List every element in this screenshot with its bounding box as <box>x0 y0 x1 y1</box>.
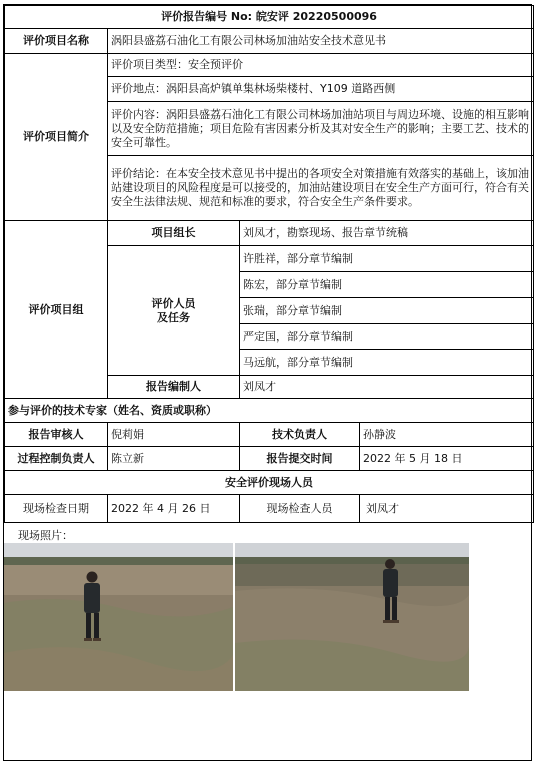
process-control-label: 过程控制负责人 <box>5 447 108 471</box>
evaluation-report-form <box>3 4 532 761</box>
site-photo-2 <box>235 543 469 691</box>
project-name-label: 评价项目名称 <box>5 29 108 54</box>
team-leader: 刘凤才，勘察现场、报告章节统稿 <box>240 221 534 246</box>
project-conclusion: 评价结论：在本安全技术意见书中提出的各项安全对策措施有效落实的基础上，该加油站建设项目的风险程度是可以接受的，加油站建设项目在安全生产方面可行，符合有关安全生法律法规、规范和标准的要求，符合安全生产条件要求。 <box>108 156 534 221</box>
team-leader-label: 项目组长 <box>108 221 240 246</box>
team-members-label-line1: 评价人员 <box>151 296 196 310</box>
team-member: 张瑞，部分章节编制 <box>240 298 534 324</box>
site-section-label: 安全评价现场人员 <box>5 471 534 495</box>
team-member: 严定国，部分章节编制 <box>240 324 534 350</box>
submit-time: 2022 年 5 月 18 日 <box>360 447 534 471</box>
reviewer-label: 报告审核人 <box>5 423 108 447</box>
team-member: 陈宏，部分章节编制 <box>240 272 534 298</box>
report-writer-label: 报告编制人 <box>108 376 240 399</box>
site-photo-1 <box>4 543 233 691</box>
submit-time-label: 报告提交时间 <box>240 447 360 471</box>
site-photos-label: 现场照片： <box>18 529 73 542</box>
team-members-label <box>108 246 240 376</box>
site-date-label: 现场检查日期 <box>5 495 108 523</box>
reviewer: 倪莉娟 <box>108 423 240 447</box>
report-table <box>4 5 534 523</box>
team-label: 评价项目组 <box>5 221 108 399</box>
site-photos-section <box>4 523 531 737</box>
report-number: 评价报告编号 No: 皖安评 20220500096 <box>5 6 534 29</box>
report-writer: 刘凤才 <box>240 376 534 399</box>
process-control: 陈立新 <box>108 447 240 471</box>
tech-lead-label: 技术负责人 <box>240 423 360 447</box>
project-intro-label: 评价项目简介 <box>5 54 108 221</box>
tech-lead: 孙静波 <box>360 423 534 447</box>
project-type: 评价项目类型：安全预评价 <box>108 54 534 77</box>
site-date: 2022 年 4 月 26 日 <box>108 495 240 523</box>
site-inspector: 刘凤才 <box>360 495 534 523</box>
project-location: 评价地点：涡阳县高炉镇单集林场柴楼村、Y109 道路西侧 <box>108 77 534 102</box>
team-member: 许胜祥，部分章节编制 <box>240 246 534 272</box>
experts-label: 参与评价的技术专家（姓名、资质或职称） <box>5 399 534 423</box>
site-inspector-label: 现场检查人员 <box>240 495 360 523</box>
team-member: 马远航，部分章节编制 <box>240 350 534 376</box>
project-content: 评价内容：涡阳县盛荔石油化工有限公司林场加油站项目与周边环境、设施的相互影响以及安全防范措施；项目危险有害因素分析及其对安全生产的影响；主要工艺、技术的安全可靠性。 <box>108 102 534 156</box>
team-members-label-line2: 及任务 <box>157 310 190 324</box>
project-name: 涡阳县盛荔石油化工有限公司林场加油站安全技术意见书 <box>108 29 534 54</box>
